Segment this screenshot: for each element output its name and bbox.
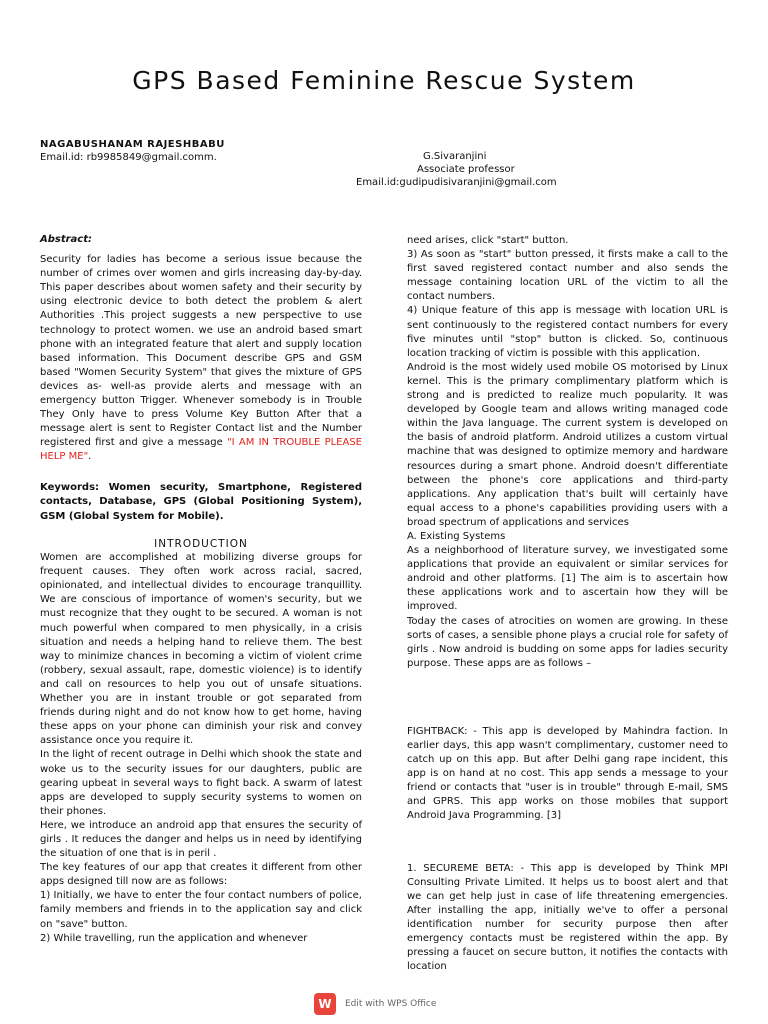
- wps-watermark-text: Edit with WPS Office: [345, 999, 437, 1009]
- intro-paragraph-6: 2) While travelling, run the application and whenever: [40, 932, 308, 944]
- abstract-end: .: [88, 451, 92, 463]
- right-column: [407, 234, 728, 974]
- fightback-paragraph: FIGHTBACK: - This app is developed by Mahindra faction. In earlier days, this app wasn't complimentary, customer need to catch up on this app. But after Delhi gang rape incident, this app is on hand at no cost. This app sends a message to your friend or contacts that "user is in trouble" through E-mail, SMS and GPRS. This app works on those mobiles that support Android Java Programming. [3]: [407, 725, 728, 822]
- author-2-name: G.Sivaranjini: [423, 151, 487, 162]
- author-block-1: [40, 138, 225, 164]
- author-2-role: Associate professor: [417, 164, 515, 175]
- paper-title: GPS Based Feminine Rescue System: [132, 66, 636, 95]
- right-paragraph-3: 4) Unique feature of this app is message with location URL is sent continuously to the registered contact numbers for every five minutes until "stop" button is clicked. So, continuous location tracking of victim is possible with this application.: [407, 305, 728, 359]
- abstract-text: Security for ladies has become a serious issue because the number of crimes over women and girls increasing day-by-day. This paper describes about women safety and their security by using electronic device to both detect the problem & alert Authorities .This project suggests a new perspective to use technology to protect women. we use an android based smart phone with an integrated feature that alert and supply location based information. This Document describe GPS and GSM based "Women Security System" that gives the mixture of GPS devices as- well-as provide alerts and message with an emergency button Trigger. Whenever somebody is in Trouble They Only have to press Volume Key Button After that a message alert is sent to Register Contact list and the Number registered first and give a message: [40, 254, 362, 449]
- author-1-name: NAGABUSHANAM RAJESHBABU: [40, 139, 225, 150]
- intro-paragraph-2: In the light of recent outrage in Delhi which shook the state and woke us to the security issues for our daughters, public are gearing upbeat in several ways to fight back. A swarm of latest apps are developed to supply security systems to women on their phones.: [40, 749, 362, 817]
- wps-logo-icon: W: [314, 993, 336, 1015]
- existing-systems-paragraph-1: As a neighborhood of literature survey, we investigated some applications that provide an equivalent or similar services for android and other platforms. [1] The aim is to ascertain how these applications work and to ascertain how they will be improved.: [407, 545, 728, 613]
- right-paragraph-2: 3) As soon as "start" button pressed, it firsts make a call to the first saved registered contact number and also sends the message containing location URL of the victim to all the contact numbers.: [407, 249, 728, 303]
- android-paragraph: Android is the most widely used mobile OS motorised by Linux kernel. This is the primary complimentary platform which is strong and is predicted to realize much popularity. It was developed by Google team and allows writing managed code within the Java language. The current system is developed on the basis of android platform. Android utilizes a custom virtual machine that was designed to optimize memory and hardware resources during a smart phone. Android doesn't differentiate between the phone's core applications and third-party applications. Any application that's built will certainly have equal access to a phone's capabilities providing users with a broad spectrum of applications and services: [407, 361, 728, 528]
- wps-watermark: [314, 992, 436, 1016]
- intro-paragraph-3: Here, we introduce an android app that ensures the security of girls . It reduces the danger and helps us in need by identifying the situation of one that is in peril .: [40, 819, 362, 860]
- author-1-email: Email.id: rb9985849@gmail.comm.: [40, 152, 217, 163]
- author-2-email: Email.id:gudipudisivaranjini@gmail.com: [356, 177, 557, 188]
- abstract-quote: "I AM IN TROUBLE PLEASE HELP ME": [40, 437, 362, 463]
- intro-paragraph-5: 1) Initially, we have to enter the four contact numbers of police, family members and friends in to the application say and click on "save" button.: [40, 890, 362, 930]
- existing-systems-paragraph-2: Today the cases of atrocities on women are growing. In these sorts of cases, a sensible phone plays a crucial role for safety of girls . Now android is budding on some apps for ladies security purpose. These apps are as follows –: [407, 615, 728, 669]
- abstract-label: Abstract:: [40, 234, 93, 245]
- left-column: [40, 233, 362, 946]
- intro-paragraph-1: Women are accomplished at mobilizing diverse groups for frequent causes. They often work across racial, sacred, opinionated, and intellectual divides to encourage tranquillity. We are conscious of importance of women's security, but we must recognize that they ought to be secured. A woman is not much powerful when compared to men physically, in a crisis situation and needs a helping hand to relieve them. The best way to minimize chances in becoming a victim of violent crime (robbery, sexual assault, rape, domestic violence) is to identify and call on resources to help you out of unsafe situations. Whether you are in instant trouble or got separated from friends during night and do not know how to get home, having these apps on your phone can diminish your risk and convey assistance once you require it.: [40, 552, 362, 747]
- right-paragraph-1: need arises, click "start" button.: [407, 235, 569, 246]
- keywords: Keywords: Women security, Smartphone, Registered contacts, Database, GPS (Global Positioning System), GSM (Global System for Mobile).: [40, 481, 362, 522]
- secureme-paragraph: 1. SECUREME BETA: - This app is developed by Think MPI Consulting Private Limited. It helps us to boost alert and that we can get help just in case of life threatening emergencies. After installing the app, initially we've to offer a personal identification number for security purpose then after emergency contacts must be registered within the app. By pressing a faucet on secure button, it notifies the contacts with location: [407, 862, 728, 973]
- existing-systems-heading: A. Existing Systems: [407, 530, 506, 542]
- abstract-paragraph: [40, 253, 362, 464]
- intro-paragraph-4: The key features of our app that creates it different from other apps designed till now are as follows:: [40, 862, 362, 888]
- introduction-heading: INTRODUCTION: [154, 538, 248, 550]
- author-block-2: [356, 150, 633, 189]
